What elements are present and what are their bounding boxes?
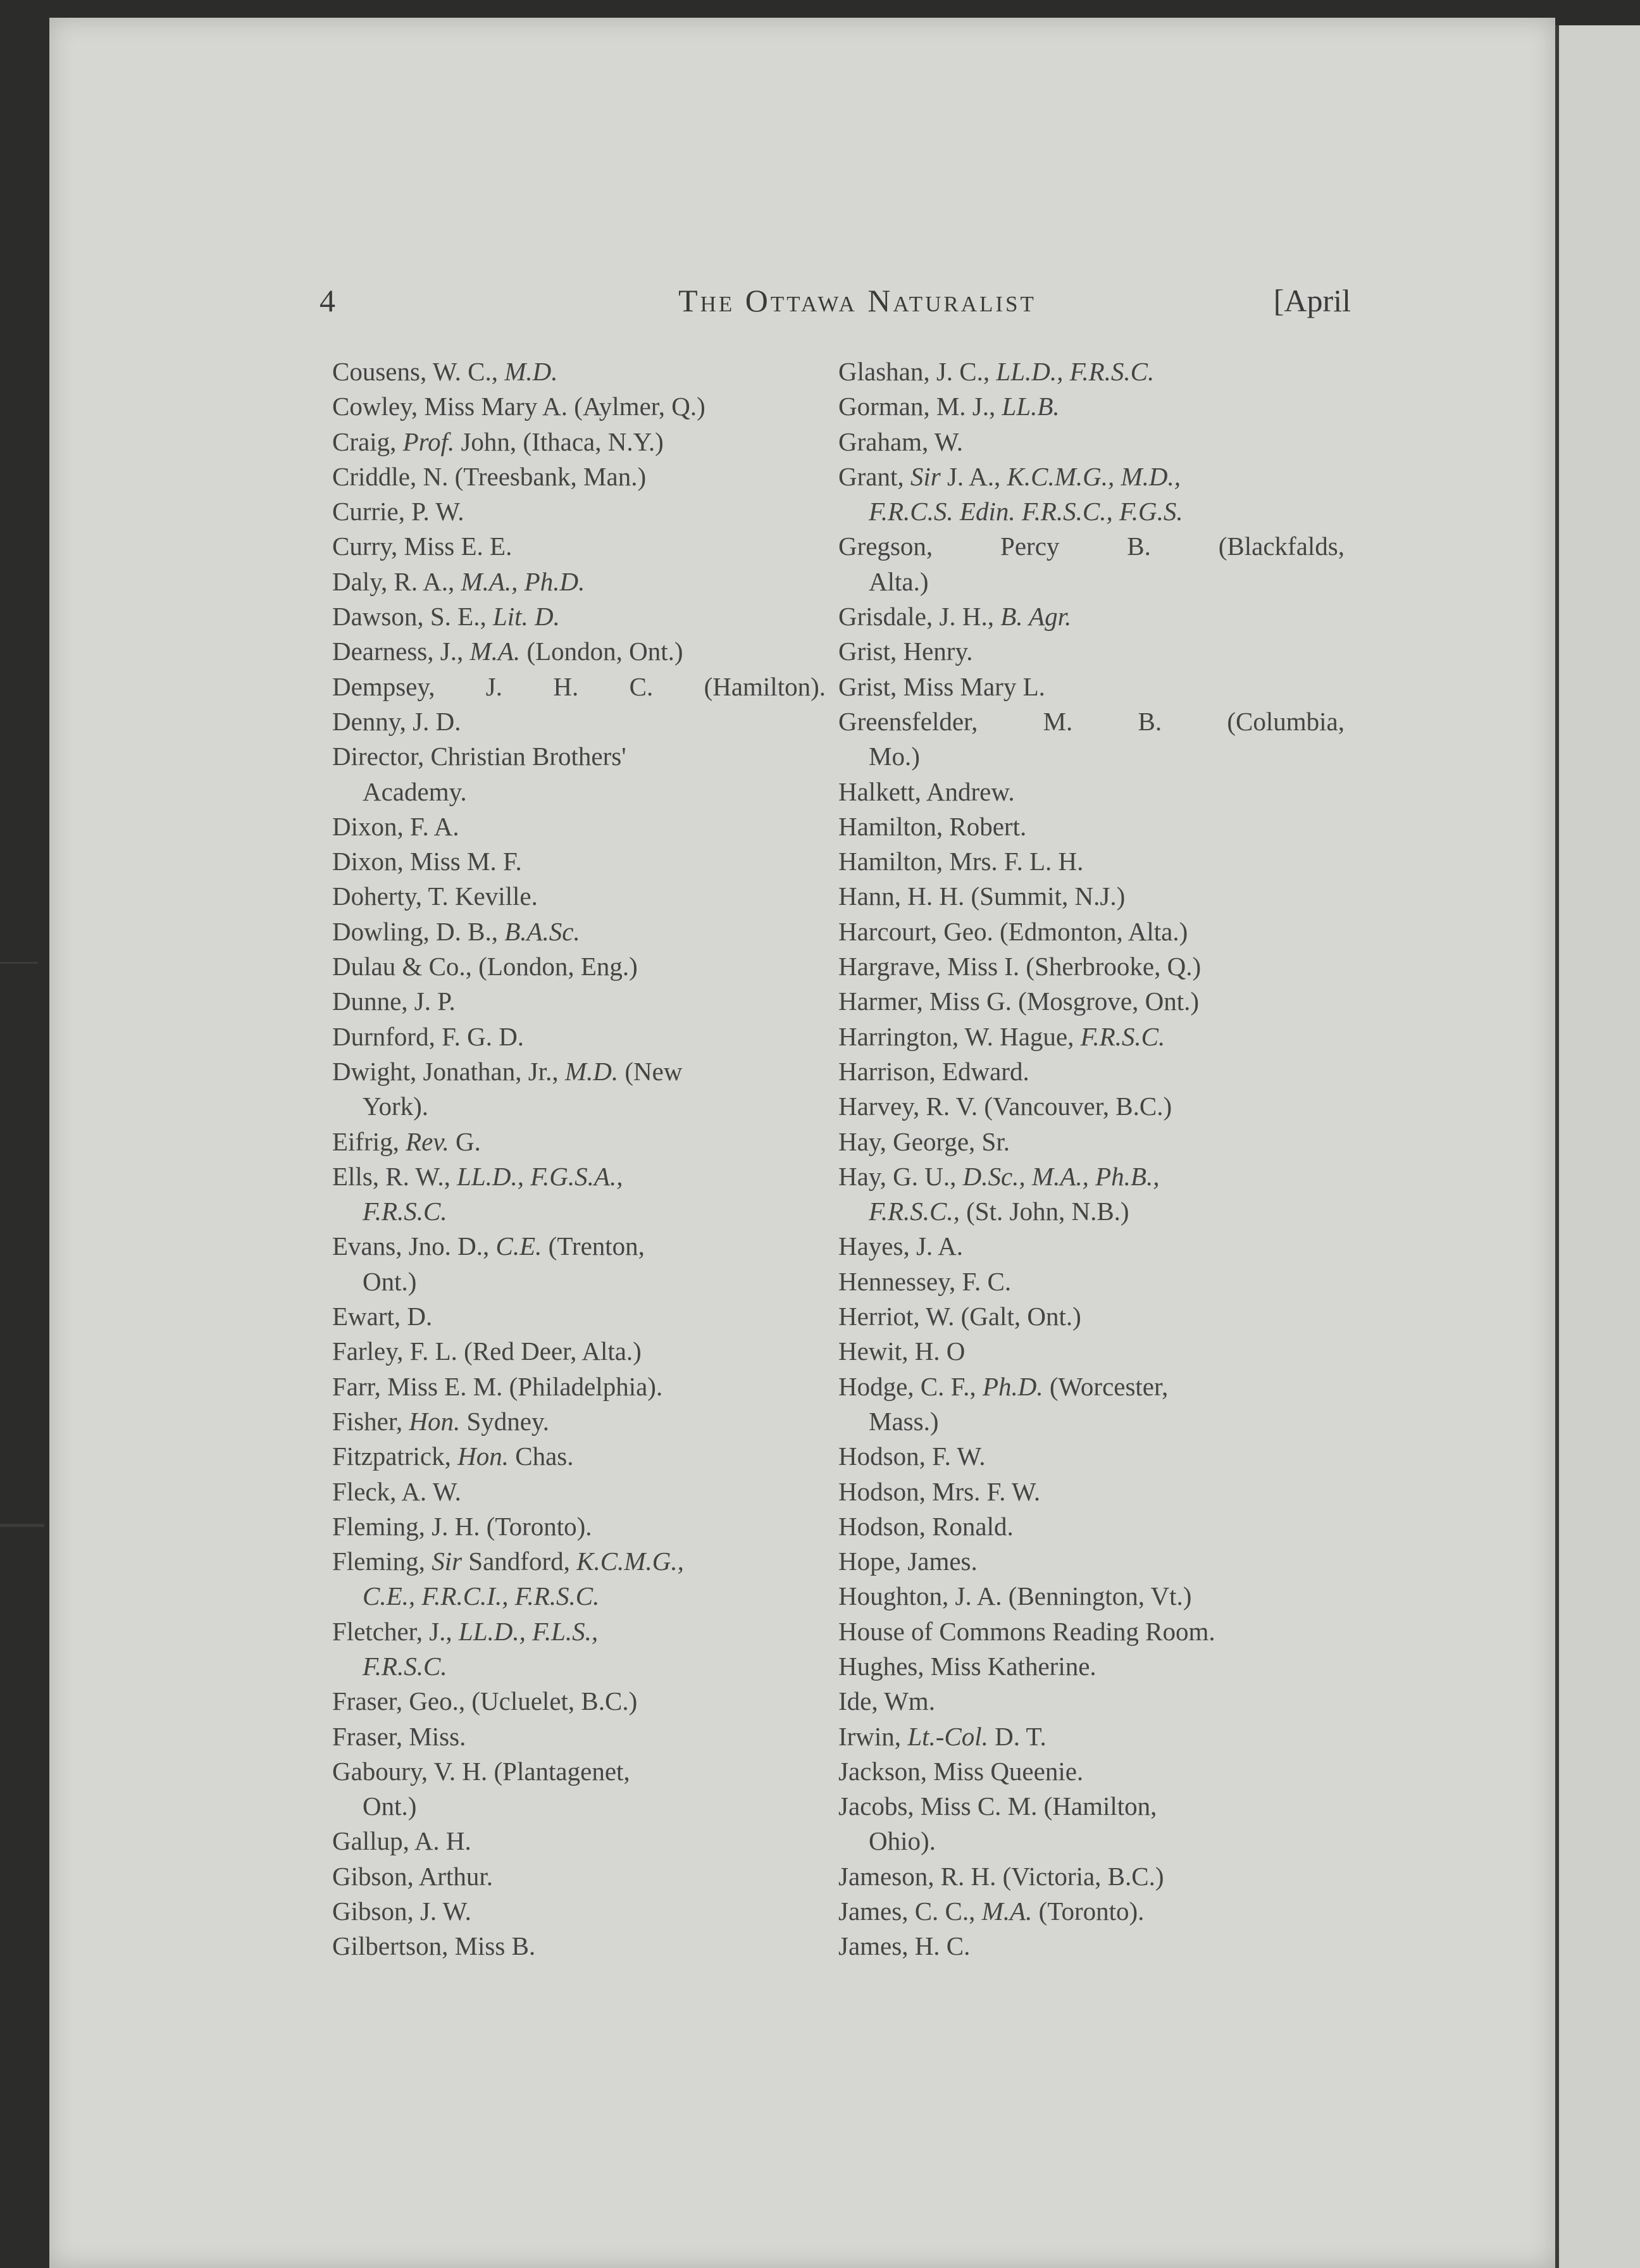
member-entry: Hennessey, F. C. (838, 1266, 1012, 1296)
member-entry: Grisdale, J. H., B. Agr. (838, 602, 1072, 632)
member-entry-continuation: F.R.S.C. (363, 1197, 447, 1226)
member-entry: Currie, P. W. (332, 497, 464, 526)
member-entry: Farley, F. L. (Red Deer, Alta.) (332, 1336, 642, 1366)
member-entry: Houghton, J. A. (Bennington, Vt.) (838, 1581, 1192, 1611)
member-entry: Director, Christian Brothers' (332, 742, 626, 771)
member-entry: Dawson, S. E., Lit. D. (332, 602, 560, 632)
issue-month: [April (1273, 283, 1351, 318)
member-entry-continuation: Ont.) (363, 1266, 417, 1296)
member-entry: Hewit, H. O (838, 1336, 966, 1366)
member-entry-continuation: C.E., F.R.C.I., F.R.S.C. (363, 1581, 600, 1611)
member-entry-continuation: Alta.) (869, 566, 929, 596)
member-entry: Graham, W. (838, 427, 963, 456)
member-entry: Curry, Miss E. E. (332, 532, 512, 561)
member-entry: Grist, Henry. (838, 637, 973, 666)
member-entry: Hodge, C. F., Ph.D. (Worcester, (838, 1371, 1169, 1401)
scan-margin-mark (0, 1524, 44, 1527)
member-entry: House of Commons Reading Room. (838, 1616, 1215, 1646)
member-entry: Dixon, Miss M. F. (332, 847, 522, 876)
member-entry: Ells, R. W., LL.D., F.G.S.A., (332, 1161, 623, 1191)
member-entry: James, H. C. (838, 1931, 971, 1961)
member-entry-continuation: Ont.) (363, 1791, 417, 1821)
member-entry: Dowling, D. B., B.A.Sc. (332, 916, 580, 946)
member-entry: Hodson, Ronald. (838, 1511, 1014, 1541)
member-entry: Dearness, J., M.A. (London, Ont.) (332, 637, 683, 666)
member-entry: Fraser, Miss. (332, 1721, 466, 1751)
member-entry-continuation: F.R.C.S. Edin. F.R.S.C., F.G.S. (869, 497, 1183, 526)
running-header (320, 282, 1351, 327)
member-entry: Jacobs, Miss C. M. (Hamilton, (838, 1791, 1157, 1821)
member-entry: Hayes, J. A. (838, 1231, 964, 1261)
member-entry-continuation: F.R.S.C., (St. John, N.B.) (869, 1197, 1129, 1226)
member-entry: Fitzpatrick, Hon. Chas. (332, 1442, 574, 1471)
member-entry: Hay, G. U., D.Sc., M.A., Ph.B., (838, 1161, 1160, 1191)
member-entry: James, C. C., M.A. (Toronto). (838, 1897, 1145, 1926)
member-entry-continuation: F.R.S.C. (363, 1651, 447, 1681)
member-entry: Fleck, A. W. (332, 1476, 461, 1506)
member-entry: Glashan, J. C., LL.D., F.R.S.C. (838, 357, 1155, 386)
member-entry: Hughes, Miss Katherine. (838, 1651, 1096, 1681)
member-entry: Gilbertson, Miss B. (332, 1931, 536, 1961)
member-entry: Halkett, Andrew. (838, 776, 1015, 806)
member-entry: Cousens, W. C., M.D. (332, 357, 558, 386)
member-entry: Dulau & Co., (London, Eng.) (332, 952, 638, 981)
member-entry-continuation: Mass.) (869, 1406, 939, 1436)
member-entry: Hay, George, Sr. (838, 1126, 1010, 1156)
member-entry: Dwight, Jonathan, Jr., M.D. (New (332, 1056, 683, 1086)
member-entry: Criddle, N. (Treesbank, Man.) (332, 461, 647, 491)
member-entry-continuation: York). (363, 1092, 429, 1121)
member-entry: Gallup, A. H. (332, 1826, 471, 1856)
member-entry: Irwin, Lt.-Col. D. T. (838, 1721, 1047, 1751)
member-entry: Hamilton, Mrs. F. L. H. (838, 847, 1084, 876)
scan-margin-mark (0, 962, 38, 964)
member-entry: Dixon, F. A. (332, 811, 459, 841)
member-entry: Gibson, J. W. (332, 1897, 471, 1926)
member-entry: Hope, James. (838, 1547, 978, 1576)
member-entry: Hamilton, Robert. (838, 811, 1027, 841)
member-entry: Eifrig, Rev. G. (332, 1126, 481, 1156)
member-entry: Fisher, Hon. Sydney. (332, 1406, 550, 1436)
member-entry: Ewart, D. (332, 1302, 433, 1331)
journal-title: The Ottawa Naturalist (678, 283, 1036, 318)
member-entry: Fletcher, J., LL.D., F.L.S., (332, 1616, 599, 1646)
member-entry: Cowley, Miss Mary A. (Aylmer, Q.) (332, 392, 705, 421)
member-entry: Fraser, Geo., (Ucluelet, B.C.) (332, 1686, 638, 1716)
member-entry: Durnford, F. G. D. (332, 1021, 525, 1051)
member-entry: Jameson, R. H. (Victoria, B.C.) (838, 1861, 1164, 1891)
member-entry: Greensfelder, M. B. (Columbia, (838, 706, 1345, 736)
member-entry: Hodson, F. W. (838, 1442, 986, 1471)
member-entry: Evans, Jno. D., C.E. (Trenton, (332, 1231, 645, 1261)
member-entry-continuation: Ohio). (869, 1826, 936, 1856)
member-entry: Farr, Miss E. M. (Philadelphia). (332, 1371, 663, 1401)
next-page-edge (1555, 25, 1640, 2268)
member-list-left-column (332, 354, 826, 1964)
member-entry: Herriot, W. (Galt, Ont.) (838, 1302, 1081, 1331)
member-entry: Fleming, J. H. (Toronto). (332, 1511, 592, 1541)
member-entry: Grist, Miss Mary L. (838, 671, 1045, 701)
member-entry-continuation: Academy. (363, 776, 467, 806)
member-entry: Harmer, Miss G. (Mosgrove, Ont.) (838, 987, 1199, 1016)
member-entry: Gaboury, V. H. (Plantagenet, (332, 1756, 630, 1786)
member-entry: Harcourt, Geo. (Edmonton, Alta.) (838, 916, 1188, 946)
member-entry: Jackson, Miss Queenie. (838, 1756, 1084, 1786)
member-entry: Harrington, W. Hague, F.R.S.C. (838, 1021, 1165, 1051)
member-list-right-column (838, 354, 1345, 1964)
member-entry: Gibson, Arthur. (332, 1861, 493, 1891)
member-entry: Dunne, J. P. (332, 987, 456, 1016)
member-entry: Craig, Prof. John, (Ithaca, N.Y.) (332, 427, 664, 456)
member-entry: Fleming, Sir Sandford, K.C.M.G., (332, 1547, 684, 1576)
member-entry: Doherty, T. Keville. (332, 882, 538, 911)
page-number: 4 (320, 283, 335, 318)
member-entry-continuation: Mo.) (869, 742, 920, 771)
member-entry: Gregson, Percy B. (Blackfalds, (838, 532, 1345, 561)
member-entry: Dempsey, J. H. C. (Hamilton). (332, 671, 826, 701)
member-entry: Hodson, Mrs. F. W. (838, 1476, 1041, 1506)
member-entry: Ide, Wm. (838, 1686, 935, 1716)
member-entry: Daly, R. A., M.A., Ph.D. (332, 566, 585, 596)
member-entry: Harvey, R. V. (Vancouver, B.C.) (838, 1092, 1172, 1121)
member-entry: Gorman, M. J., LL.B. (838, 392, 1060, 421)
member-entry: Hann, H. H. (Summit, N.J.) (838, 882, 1126, 911)
member-entry: Grant, Sir J. A., K.C.M.G., M.D., (838, 461, 1181, 491)
member-entry: Hargrave, Miss I. (Sherbrooke, Q.) (838, 952, 1202, 981)
member-entry: Denny, J. D. (332, 706, 461, 736)
member-entry: Harrison, Edward. (838, 1056, 1029, 1086)
